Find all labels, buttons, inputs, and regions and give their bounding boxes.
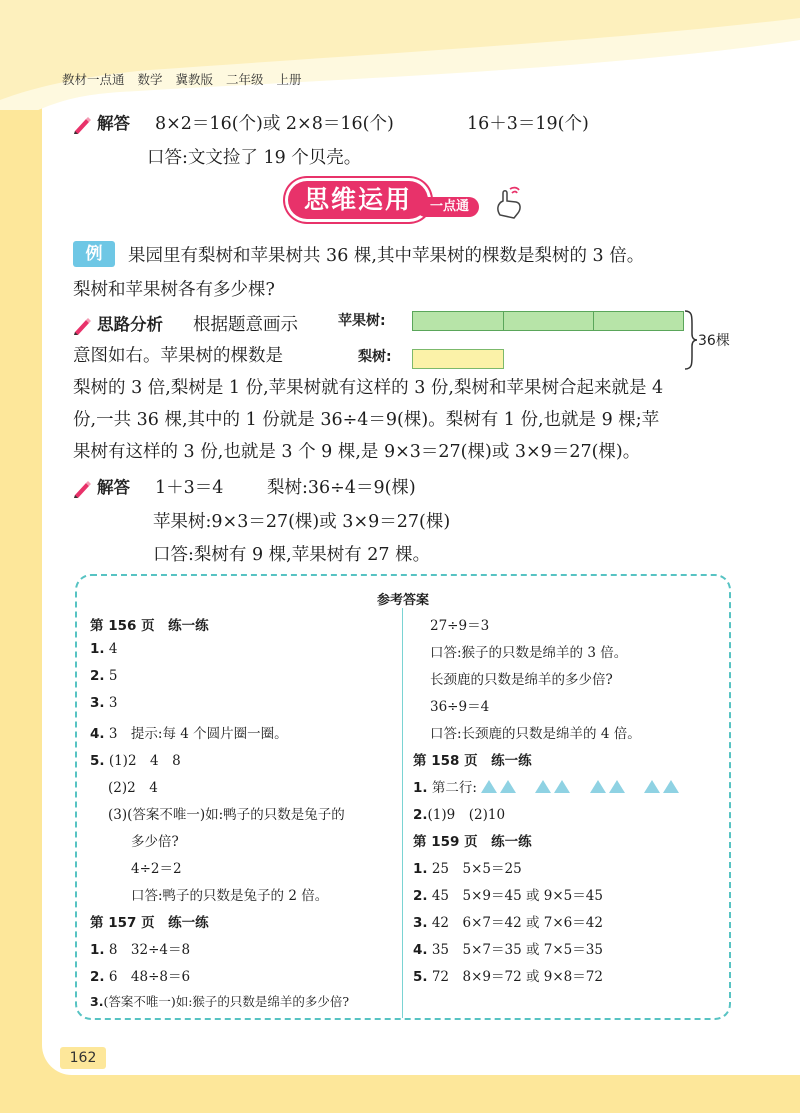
answer-text: (3)(答案不唯一)如:鸭子的只数是兔子的 <box>108 807 345 823</box>
answer-line <box>108 803 345 823</box>
answer-heading: 第 157 页 练一练 <box>90 915 209 931</box>
answer-num: 2. <box>413 807 428 823</box>
triangle-icon <box>590 780 606 793</box>
pear-bar <box>412 349 504 369</box>
answer-line <box>90 965 190 985</box>
solution-calc-3: 苹果树:9×3＝27(棵)或 3×9＝27(棵) <box>153 512 451 532</box>
pear-label: 梨树: <box>358 349 392 365</box>
apple-bar-divider <box>593 312 594 330</box>
solution-tag <box>73 110 130 134</box>
answer-line <box>90 911 209 931</box>
answer-text: (1)2 4 8 <box>104 753 181 769</box>
top-wave <box>0 0 800 110</box>
answer-num: 1. <box>90 641 105 657</box>
top-reply: 口答:文文捡了 19 个贝壳。 <box>147 148 362 168</box>
answer-line <box>131 857 182 877</box>
pointing-hand-icon <box>494 185 524 219</box>
answer-line <box>131 830 179 850</box>
book-header <box>62 70 311 88</box>
answer-num: 3. <box>90 695 105 711</box>
analysis-line-3: 梨树的 3 倍,梨树是 1 份,苹果树就有这样的 3 份,梨树和苹果树合起来就是 4 <box>73 378 664 398</box>
solution-tag-label: 解答 <box>97 114 130 133</box>
answer-text: 长颈鹿的只数是绵羊的多少倍? <box>430 672 613 688</box>
header-item: 上册 <box>276 72 302 87</box>
answer-line <box>90 668 117 684</box>
answer-line <box>430 641 627 661</box>
column-divider <box>402 608 403 1018</box>
section-banner <box>288 181 528 227</box>
answer-num: 1. <box>413 861 428 877</box>
triangle-icon <box>644 780 660 793</box>
answers-title: 参考答案 <box>376 593 429 608</box>
triangle-icon <box>535 780 551 793</box>
answer-text: 4÷2＝2 <box>131 861 182 877</box>
triangle-icon <box>500 780 516 793</box>
answer-line <box>413 803 505 823</box>
banner-title: 思维运用 <box>288 181 428 219</box>
header-item: 教材一点通 <box>62 72 125 87</box>
answer-line <box>413 776 682 796</box>
answer-line <box>413 884 603 904</box>
pencil-icon <box>73 480 93 498</box>
answer-line <box>413 749 532 769</box>
answer-line <box>413 938 603 958</box>
answer-text: 27÷9＝3 <box>430 618 490 634</box>
answer-line <box>90 938 190 958</box>
solution-calc-1: 1＋3＝4 <box>155 478 224 498</box>
analysis-line-4: 份,一共 36 棵,其中的 1 份就是 36÷4＝9(棵)。梨树有 1 份,也就是 9 棵;苹 <box>73 410 660 430</box>
reference-answers-box <box>75 574 731 1020</box>
pencil-icon <box>73 116 93 134</box>
triangle-icon <box>609 780 625 793</box>
answer-line <box>413 911 603 931</box>
apple-label: 苹果树: <box>338 313 386 329</box>
answer-text: 口答:猴子的只数是绵羊的 3 倍。 <box>430 645 628 661</box>
solution-calc-2: 梨树:36÷4＝9(棵) <box>267 478 416 498</box>
answer-line <box>413 830 532 850</box>
answer-num: 4. <box>413 942 428 958</box>
answer-text: 36÷9＝4 <box>430 699 490 715</box>
solution-reply: 口答:梨树有 9 棵,苹果树有 27 棵。 <box>153 545 431 565</box>
answer-num: 2. <box>90 668 105 684</box>
example-line-2: 梨树和苹果树各有多少棵? <box>73 280 275 300</box>
answer-text: 5 <box>104 668 118 684</box>
answer-line <box>90 695 117 711</box>
answer-text: 42 6×7＝42 或 7×6＝42 <box>427 915 603 931</box>
analysis-text-1: 根据题意画示 <box>193 315 298 335</box>
answer-num: 1. <box>90 942 105 958</box>
answer-line <box>90 749 181 769</box>
answer-text: 口答:鸭子的只数是兔子的 2 倍。 <box>131 888 329 904</box>
top-calc-2: 16＋3＝19(个) <box>467 114 589 134</box>
example-badge: 例 <box>73 241 115 267</box>
header-item: 冀教版 <box>175 72 214 87</box>
analysis-tag <box>73 311 163 335</box>
answer-num: 1. <box>413 780 428 796</box>
answer-text: (2)2 4 <box>108 780 158 796</box>
answer-text: 8 32÷4＝8 <box>104 942 191 958</box>
answer-num: 2. <box>90 969 105 985</box>
answer-num: 5. <box>413 969 428 985</box>
analysis-tag-label: 思路分析 <box>97 315 163 334</box>
answer-line <box>90 992 349 1010</box>
analysis-text-2: 意图如右。苹果树的棵数是 <box>73 346 283 366</box>
triangle-icon <box>481 780 497 793</box>
answer-line <box>430 695 489 715</box>
triangle-icon <box>554 780 570 793</box>
answer-text: 第二行: <box>427 780 477 796</box>
answer-line <box>90 641 117 657</box>
answer-line <box>90 614 209 634</box>
top-calc-1: 8×2＝16(个)或 2×8＝16(个) <box>155 114 394 134</box>
apple-bar-divider <box>503 312 504 330</box>
answer-text: 口答:长颈鹿的只数是绵羊的 4 倍。 <box>430 726 641 742</box>
header-item: 二年级 <box>226 72 264 87</box>
answer-heading: 第 156 页 练一练 <box>90 618 209 634</box>
answer-num: 2. <box>413 888 428 904</box>
banner-sub: 一点通 <box>416 197 479 217</box>
answer-heading: 第 158 页 练一练 <box>413 753 532 769</box>
triangle-icon <box>663 780 679 793</box>
answer-text: 4 <box>104 641 118 657</box>
apple-bar <box>412 311 684 331</box>
answer-num: 3. <box>90 994 104 1009</box>
answer-text: 25 5×5＝25 <box>427 861 522 877</box>
example-line-1: 果园里有梨树和苹果树共 36 棵,其中苹果树的棵数是梨树的 3 倍。 <box>128 246 645 266</box>
answer-line <box>413 857 522 877</box>
brace-icon <box>684 310 698 370</box>
answer-text: 多少倍? <box>131 834 179 850</box>
answer-line <box>430 668 613 688</box>
answer-num: 5. <box>90 753 105 769</box>
answer-text: (1)9 (2)10 <box>427 807 506 823</box>
answer-heading: 第 159 页 练一练 <box>413 834 532 850</box>
answer-text: 45 5×9＝45 或 9×5＝45 <box>427 888 603 904</box>
answer-line <box>108 776 158 796</box>
answer-text: 3 <box>104 695 118 711</box>
answer-text: 72 8×9＝72 或 9×8＝72 <box>427 969 603 985</box>
answer-line <box>430 722 641 742</box>
analysis-line-5: 果树有这样的 3 份,也就是 3 个 9 棵,是 9×3＝27(棵)或 3×9＝27(棵)。 <box>73 442 641 462</box>
answer-num: 4. <box>90 726 105 742</box>
answer-text: (答案不唯一)如:猴子的只数是绵羊的多少倍? <box>103 994 350 1009</box>
answer-line <box>131 884 328 904</box>
answer-line <box>413 965 603 985</box>
answer-text: 35 5×7＝35 或 7×5＝35 <box>427 942 603 958</box>
page-number: 162 <box>60 1047 106 1069</box>
solution-tag-2 <box>73 474 130 498</box>
answer-num: 3. <box>413 915 428 931</box>
pencil-icon <box>73 317 93 335</box>
answer-text: 3 提示:每 4 个圆片圈一圈。 <box>104 726 288 742</box>
answer-text: 6 48÷8＝6 <box>104 969 191 985</box>
answer-line <box>430 614 489 634</box>
total-label: 36棵 <box>698 333 730 349</box>
answer-line <box>90 722 288 742</box>
header-item: 数学 <box>137 72 163 87</box>
solution-tag-label: 解答 <box>97 478 130 497</box>
